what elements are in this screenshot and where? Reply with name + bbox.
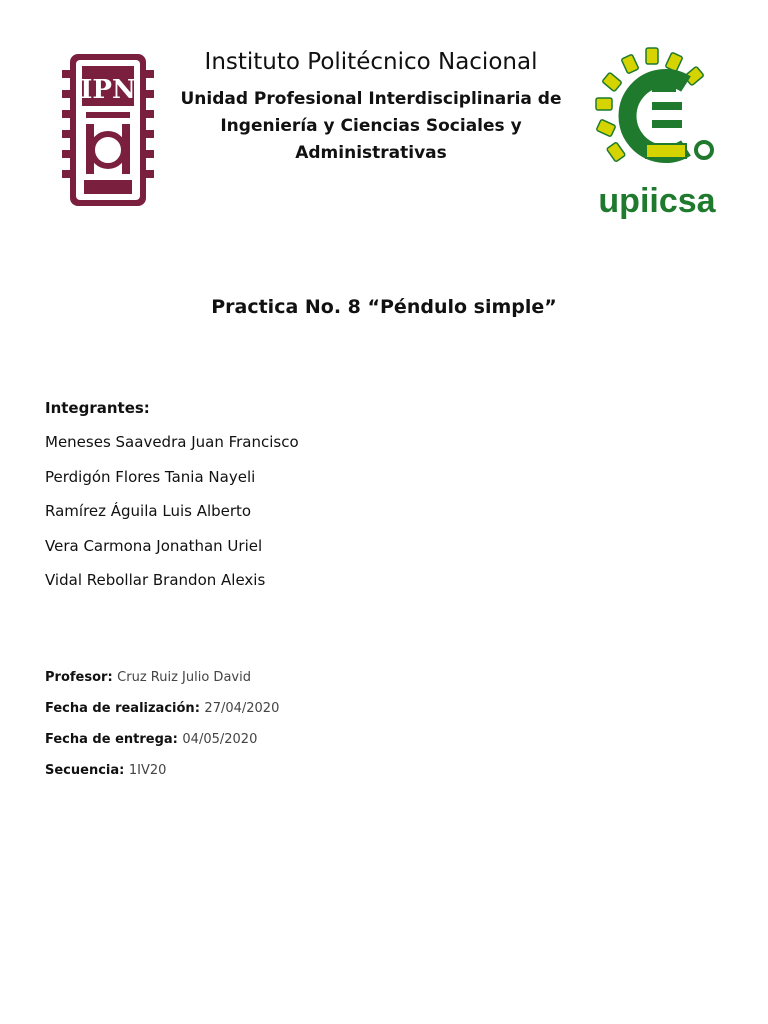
- fecha-realizacion-row: Fecha de realización: 27/04/2020: [45, 701, 280, 716]
- profesor-label: Profesor: [45, 670, 108, 685]
- members-label: Integrantes:: [45, 399, 150, 417]
- secuencia-value: 1IV20: [128, 763, 167, 778]
- details-section: [45, 662, 279, 786]
- upiicsa-logo-text: upiicsa: [598, 182, 716, 220]
- unit-line: Ingeniería y Ciencias Sociales y: [220, 116, 522, 136]
- members-section: [45, 396, 299, 598]
- member-name: Meneses Saavedra Juan Francisco: [45, 433, 299, 451]
- unit-line: Administrativas: [295, 143, 447, 163]
- fecha-realizacion-value: 27/04/2020: [204, 701, 280, 716]
- ipn-logo-text: IPN: [80, 75, 136, 105]
- secuencia-row: Secuencia: 1IV20: [45, 763, 167, 778]
- secuencia-label: Secuencia: [45, 763, 120, 778]
- member-name: Vidal Rebollar Brandon Alexis: [45, 571, 266, 589]
- fecha-entrega-value: 04/05/2020: [182, 732, 258, 747]
- unit-line: Unidad Profesional Interdisciplinaria de: [180, 89, 562, 109]
- institute-name: Instituto Politécnico Nacional: [204, 49, 538, 75]
- unit-name: [160, 86, 582, 167]
- fecha-entrega-row: Fecha de entrega: 04/05/2020: [45, 732, 258, 747]
- member-name: Vera Carmona Jonathan Uriel: [45, 536, 263, 555]
- member-name: Perdigón Flores Tania Nayeli: [45, 467, 256, 486]
- upiicsa-logo: [588, 44, 726, 220]
- fecha-realizacion-label: Fecha de realización: [45, 701, 195, 716]
- profesor-row: Profesor: Cruz Ruiz Julio David: [45, 670, 251, 685]
- fecha-entrega-label: Fecha de entrega: [45, 732, 173, 747]
- profesor-value: Cruz Ruiz Julio David: [117, 670, 251, 685]
- member-name: Ramírez Águila Luis Alberto: [45, 502, 252, 520]
- practice-title: Practica No. 8 “Péndulo simple”: [211, 296, 557, 318]
- members-list: [45, 425, 299, 598]
- header: [160, 44, 582, 167]
- ipn-logo: [62, 50, 154, 210]
